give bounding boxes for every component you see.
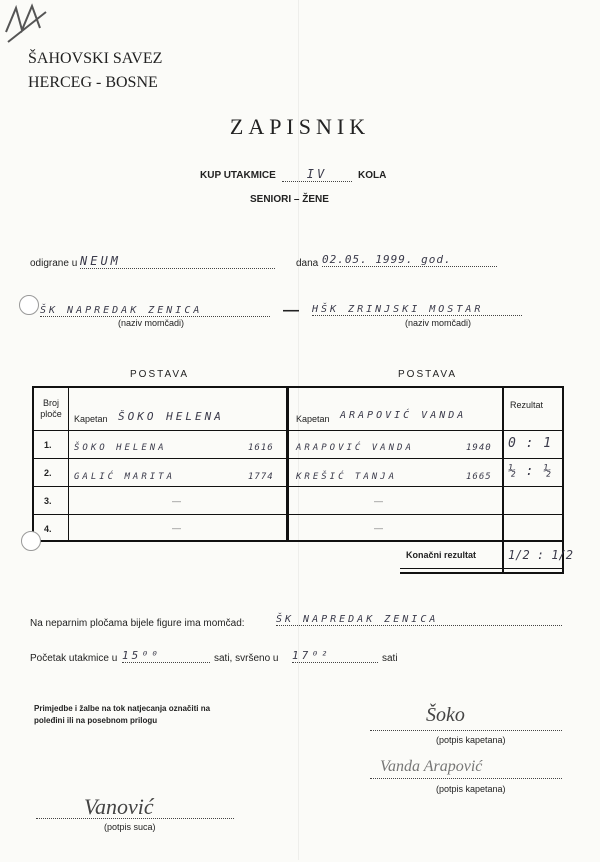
end-time: 17⁰² (292, 649, 378, 663)
home-player: — (172, 523, 181, 533)
home-player: ŠOKO HELENA (74, 443, 167, 453)
away-player: ARAPOVIĆ VANDA (296, 443, 414, 453)
white-pieces-team: ŠK NAPREDAK ZENICA (276, 614, 562, 626)
home-team-label: (naziv momčadi) (118, 318, 185, 328)
cup-label: KUP UTAKMICE (200, 170, 276, 181)
col-result-header: Rezultat (510, 400, 544, 410)
captain2-signature: Vanda Arapović (380, 758, 483, 775)
teams-separator: — (283, 302, 299, 319)
captain-away: ARAPOVIĆ VANDA (340, 410, 467, 421)
board-number: 2. (44, 468, 52, 478)
punch-hole-bottom (21, 531, 41, 551)
notes-line2: poleđini ili na posebnom prilogu (34, 716, 158, 725)
col-board-header: Broj ploče (40, 398, 62, 419)
final-result-label: Konačni rezultat (406, 550, 477, 560)
white-pieces-label: Na neparnim pločama bijele figure ima momčad: (30, 618, 245, 629)
captain1-signature: Šoko (426, 704, 465, 726)
home-player: GALIĆ MARITA (74, 472, 176, 482)
judge-label: (potpis suca) (104, 822, 156, 832)
date-label: dana (296, 258, 319, 269)
away-team: HŠK ZRINJSKI MOSTAR (312, 304, 522, 316)
away-player: — (374, 496, 383, 506)
board-number: 4. (44, 524, 52, 534)
home-rating: 1774 (248, 472, 274, 482)
board-number: 3. (44, 496, 52, 506)
cup-round: IV (282, 167, 352, 182)
start-label: Početak utakmice u (30, 653, 118, 664)
corner-stamp-mark (2, 2, 50, 46)
captain-home-label: Kapetan (74, 414, 108, 424)
org-name-line1: ŠAHOVSKI SAVEZ (28, 50, 163, 67)
postava-left: POSTAVA (130, 369, 190, 380)
cup-suffix: KOLA (358, 170, 387, 181)
postava-right: POSTAVA (398, 369, 458, 380)
final-result-value: 1/2 : 1/2 (508, 548, 574, 562)
hours-label: sati (382, 653, 398, 664)
date-value: 02.05. 1999. god. (322, 253, 497, 267)
away-rating: 1940 (466, 443, 492, 453)
end-label: sati, svršeno u (214, 653, 279, 664)
punch-hole-top (19, 295, 39, 315)
org-name-line2: HERCEG - BOSNE (28, 74, 158, 91)
notes-line1: Primjedbe i žalbe na tok natjecanja označiti na (34, 704, 211, 713)
away-team-label: (naziv momčadi) (405, 318, 472, 328)
captain1-line (370, 730, 562, 731)
away-player: — (374, 523, 383, 533)
place-value: NEUM (80, 254, 275, 269)
board-number: 1. (44, 440, 52, 450)
captain-home: ŠOKO HELENA (118, 410, 224, 423)
home-player: — (172, 496, 181, 506)
away-player: KREŠIĆ TANJA (296, 472, 398, 482)
captain2-label: (potpis kapetana) (436, 784, 506, 794)
home-team: ŠK NAPREDAK ZENICA (40, 305, 270, 317)
place-label: odigrane u (30, 258, 78, 269)
captain1-label: (potpis kapetana) (436, 735, 506, 745)
board-result: 0 : 1 (508, 436, 553, 451)
away-rating: 1665 (466, 472, 492, 482)
home-rating: 1616 (248, 443, 274, 453)
captain-away-label: Kapetan (296, 414, 330, 424)
judge-signature: Vanović (84, 794, 154, 819)
board-result: ½ : ½ (508, 464, 553, 479)
captain2-line (370, 778, 562, 779)
category: SENIORI – ŽENE (250, 194, 329, 205)
start-time: 15⁰⁰ (122, 649, 210, 663)
judge-line (36, 818, 234, 819)
document-title: ZAPISNIK (229, 114, 371, 139)
